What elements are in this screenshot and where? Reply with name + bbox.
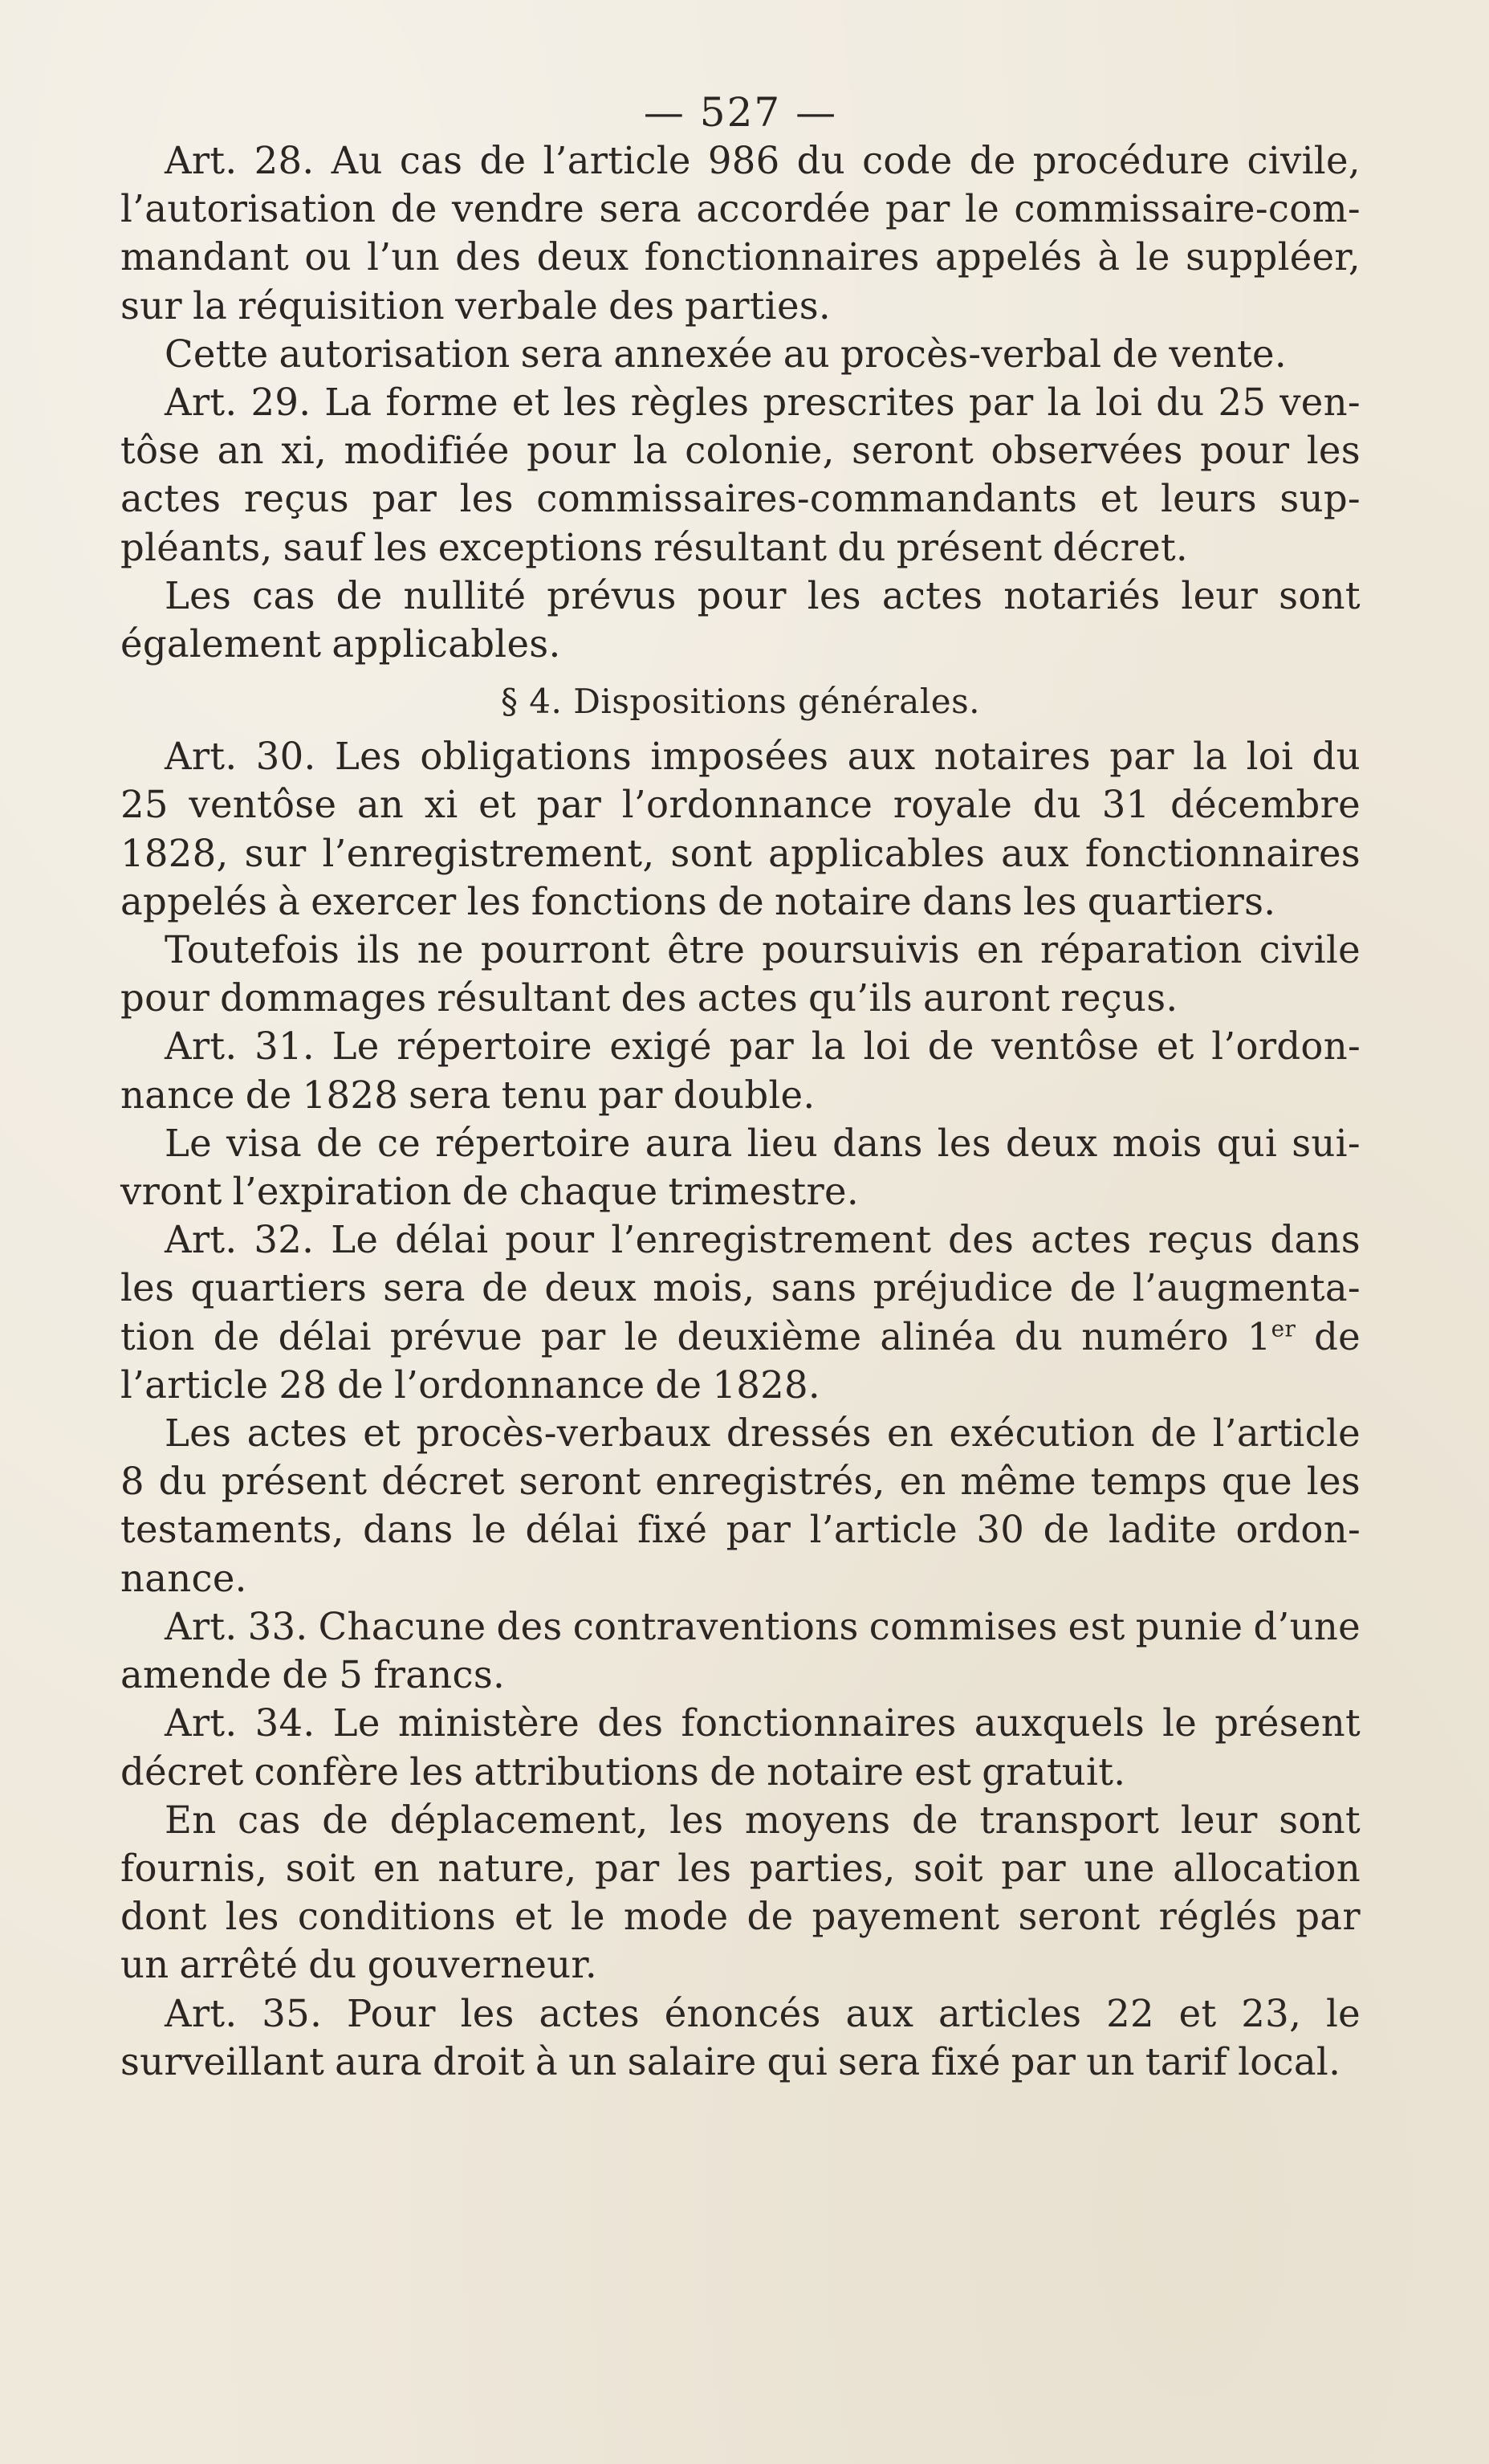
text-line: Art. 30. Les obligations imposées aux notaires par la loi du [165, 735, 1361, 779]
text-line: décret confère les attributions de notaire est gratuit. [120, 1749, 1126, 1794]
text-line: tion de délai prévue par le deuxième alinéa du numéro 1er de [120, 1314, 1361, 1358]
paragraph [120, 1409, 1361, 1603]
text-line: amende de 5 francs. [120, 1653, 506, 1697]
paragraph [120, 378, 1361, 572]
text-line: mandant ou l’un des deux fonctionnaires appelés à le suppléer, [120, 235, 1361, 279]
paragraph [120, 330, 1361, 378]
page-number: — 527 — [643, 89, 838, 136]
text-line: Art. 28. Au cas de l’article 986 du code de procédure civile, [165, 139, 1361, 182]
text-line: Art. 29. La forme et les règles prescrites par la loi du 25 ven- [165, 381, 1361, 425]
text-line: Toutefois ils ne pourront être poursuivis en réparation civile [165, 928, 1361, 972]
text-line: En cas de déplacement, les moyens de transport leur sont [165, 1798, 1361, 1842]
section-heading: § 4. Dispositions générales. [500, 682, 981, 722]
text-line: les quartiers sera de deux mois, sans préjudice de l’augmenta- [120, 1266, 1361, 1310]
text-line: pour dommages résultant des actes qu’ils auront reçus. [120, 976, 1178, 1020]
text-line: Art. 35. Pour les actes énoncés aux articles 22 et 23, le [165, 1991, 1361, 2035]
text-line: Art. 34. Le ministère des fonctionnaires auxquels le présent [165, 1701, 1361, 1745]
paragraph [120, 1603, 1361, 1699]
paragraph [120, 1699, 1361, 1795]
text-line: nance. [120, 1556, 247, 1600]
paragraph [120, 136, 1361, 330]
text-line: Cette autorisation sera annexée au procès-verbal de vente. [165, 332, 1287, 376]
paragraph [120, 732, 1361, 926]
paragraph [120, 1119, 1361, 1216]
paragraph [120, 1022, 1361, 1118]
text-line: vront l’expiration de chaque trimestre. [120, 1170, 859, 1214]
text-line: actes reçus par les commissaires-commandants et leurs sup- [120, 477, 1361, 521]
text-line: l’autorisation de vendre sera accordée par le commissaire-com- [120, 187, 1361, 231]
paragraph [120, 1990, 1361, 2086]
text-line: 8 du présent décret seront enregistrés, en même temps que les [120, 1460, 1361, 1504]
text-line: surveillant aura droit à un salaire qui sera fixé par un tarif local. [120, 2039, 1341, 2083]
text-line: 1828, sur l’enregistrement, sont applicables aux fonctionnaires [120, 831, 1361, 875]
paragraph [120, 1796, 1361, 1990]
text-line: fournis, soit en nature, par les parties, soit par une allocation [120, 1846, 1361, 1890]
text-line: Art. 33. Chacune des contraventions commises est punie d’une [165, 1604, 1361, 1648]
text-line: 25 ventôse an xi et par l’ordonnance royale du 31 décembre [120, 783, 1361, 827]
text-line: Les cas de nullité prévus pour les actes notariés leur sont [165, 573, 1361, 617]
text-line: Le visa de ce répertoire aura lieu dans les deux mois qui sui- [165, 1121, 1361, 1165]
paragraph [120, 572, 1361, 668]
text-line: appelés à exercer les fonctions de notaire dans les quartiers. [120, 879, 1276, 923]
body-text [120, 136, 1361, 2086]
text-line: testaments, dans le délai fixé par l’article 30 de ladite ordon- [120, 1508, 1361, 1552]
text-line: pléants, sauf les exceptions résultant du présent décret. [120, 525, 1189, 569]
text-line: un arrêté du gouverneur. [120, 1943, 597, 1987]
paragraph [120, 1216, 1361, 1409]
text-line: Art. 31. Le répertoire exigé par la loi de ventôse et l’ordon- [165, 1024, 1361, 1069]
text-line: également applicables. [120, 622, 561, 666]
text-line: l’article 28 de l’ordonnance de 1828. [120, 1362, 820, 1407]
text-line: tôse an xi, modifiée pour la colonie, seront observées pour les [120, 429, 1361, 473]
document-page [120, 88, 1361, 2086]
paragraph [120, 926, 1361, 1022]
text-line: Les actes et procès-verbaux dressés en exécution de l’article [165, 1411, 1361, 1456]
text-line: sur la réquisition verbale des parties. [120, 283, 832, 328]
text-line: nance de 1828 sera tenu par double. [120, 1073, 816, 1117]
text-line: Art. 32. Le délai pour l’enregistrement des actes reçus dans [165, 1218, 1361, 1262]
text-line: dont les conditions et le mode de payement seront réglés par [120, 1895, 1361, 1939]
